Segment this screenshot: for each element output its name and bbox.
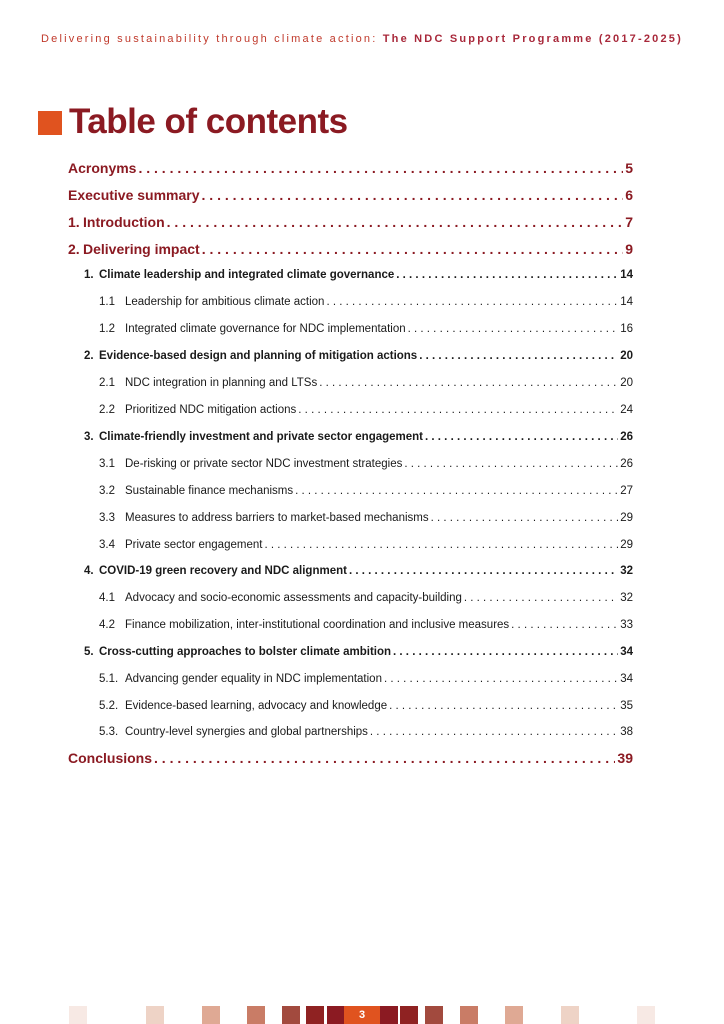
footer-square (247, 1006, 265, 1024)
dot-leader (298, 404, 618, 416)
toc-entry-page: 5 (625, 160, 633, 176)
toc-entry-page: 35 (620, 700, 633, 712)
toc-entry-page: 34 (620, 646, 633, 658)
toc-entry[interactable] (99, 458, 633, 470)
dot-leader (393, 646, 618, 658)
footer-square (282, 1006, 300, 1024)
toc-entry-title (68, 241, 200, 257)
footer-square (69, 1006, 87, 1024)
dot-leader (384, 673, 618, 685)
toc-entry-number: 2. (84, 350, 94, 362)
footer-square (425, 1006, 443, 1024)
toc-entry[interactable] (99, 619, 633, 631)
toc-entry-number: 5.3. (99, 726, 119, 738)
toc-entry-page: 20 (620, 350, 633, 362)
dot-leader (319, 377, 618, 389)
toc-entry-title (84, 646, 391, 658)
toc-entry-number: 5. (84, 646, 94, 658)
toc-entry[interactable] (68, 160, 633, 176)
toc-entry-title (84, 431, 423, 443)
footer-square (400, 1006, 418, 1024)
footer-square (505, 1006, 523, 1024)
toc-entry-title (99, 539, 262, 551)
toc-entry-number: 3.3 (99, 512, 115, 524)
title-square-icon (38, 111, 62, 135)
toc-entry-page: 39 (617, 750, 633, 766)
toc-entry[interactable] (84, 565, 633, 577)
toc-entry-page: 29 (620, 512, 633, 524)
dot-leader (349, 565, 618, 577)
toc-entry[interactable] (68, 187, 633, 203)
toc-entry-label: Delivering impact (83, 241, 200, 257)
toc-entry-title (68, 750, 152, 766)
dot-leader (167, 214, 624, 230)
toc-entry[interactable] (68, 750, 633, 766)
toc-entry-title (99, 485, 293, 497)
footer-square (561, 1006, 579, 1024)
toc-entry-page: 26 (620, 431, 633, 443)
running-header (0, 33, 724, 45)
toc-entry-title (84, 350, 417, 362)
toc-entry-label: Leadership for ambitious climate action (125, 296, 325, 308)
toc-entry-label: Integrated climate governance for NDC implementation (125, 323, 406, 335)
toc-entry-number: 2.1 (99, 377, 115, 389)
footer-square (146, 1006, 164, 1024)
toc-entry-label: Sustainable finance mechanisms (125, 485, 294, 497)
toc-entry-page: 16 (620, 323, 633, 335)
toc-entry-number: 4.1 (99, 592, 115, 604)
dot-leader (326, 296, 618, 308)
toc-entry-label: Evidence-based design and planning of mitigation actions (99, 350, 418, 362)
toc-entry-title (68, 187, 200, 203)
toc-entry-title (99, 512, 429, 524)
toc-entry-title (84, 269, 394, 281)
toc-entry-page: 7 (625, 214, 633, 230)
dot-leader (154, 750, 615, 766)
toc-entry-number: 3.2 (99, 485, 115, 497)
toc-entry[interactable] (84, 646, 633, 658)
toc-entry[interactable] (99, 726, 633, 738)
dot-leader (425, 431, 618, 443)
toc-entry-number: 1.1 (99, 296, 115, 308)
toc-entry-number: 1. (84, 269, 94, 281)
toc-entry-number: 4.2 (99, 619, 115, 631)
footer-square (637, 1006, 655, 1024)
dot-leader (408, 323, 619, 335)
toc-entry-label: Country-level synergies and global partnerships (125, 726, 368, 738)
toc-entry-label: Prioritized NDC mitigation actions (125, 404, 297, 416)
toc-entry-label: Acronyms (68, 160, 137, 176)
toc-entry-title (99, 296, 324, 308)
toc-entry-page: 26 (620, 458, 633, 470)
toc-entry-page: 29 (620, 539, 633, 551)
toc-entry-page: 9 (625, 241, 633, 257)
toc-entry[interactable] (99, 700, 633, 712)
page-number: 3 (344, 1006, 380, 1024)
toc-entry-label: Executive summary (68, 187, 200, 203)
dot-leader (396, 269, 618, 281)
toc-entry[interactable] (99, 673, 633, 685)
toc-entry-label: Advancing gender equality in NDC implementation (125, 673, 382, 685)
dot-leader (295, 485, 618, 497)
dot-leader (511, 619, 618, 631)
toc-entry-number: 3.4 (99, 539, 115, 551)
toc-entry-number: 5.2. (99, 700, 119, 712)
dot-leader (202, 241, 624, 257)
toc-entry-page: 20 (620, 377, 633, 389)
footer-square (380, 1006, 398, 1024)
toc-entry[interactable] (84, 269, 633, 281)
toc-entry-label: De-risking or private sector NDC investment strategies (125, 458, 403, 470)
toc-entry-title (99, 619, 509, 631)
toc-entry-label: Measures to address barriers to market-based mechanisms (125, 512, 429, 524)
dot-leader (138, 160, 623, 176)
page-title: Table of contents (69, 102, 348, 141)
title-block (38, 100, 348, 144)
toc-entry-label: Introduction (83, 214, 165, 230)
toc-entry-number: 4. (84, 565, 94, 577)
toc-entry-label: Climate leadership and integrated climate governance (99, 269, 395, 281)
toc-entry-label: Evidence-based learning, advocacy and knowledge (125, 700, 388, 712)
footer-square (306, 1006, 324, 1024)
toc-entry-title (68, 214, 165, 230)
toc-entry[interactable] (99, 512, 633, 524)
dot-leader (202, 187, 624, 203)
toc-entry-page: 6 (625, 187, 633, 203)
toc-entry-page: 27 (620, 485, 633, 497)
toc-entry[interactable] (68, 241, 633, 257)
toc-entry[interactable] (99, 377, 633, 389)
toc-entry-number: 1. (68, 214, 80, 230)
toc-entry-title (99, 323, 406, 335)
toc-entry-number: 3.1 (99, 458, 115, 470)
toc-entry-title (68, 160, 136, 176)
toc-entry-page: 14 (620, 269, 633, 281)
toc-entry-title (99, 377, 317, 389)
toc-entry[interactable] (99, 485, 633, 497)
dot-leader (389, 700, 618, 712)
toc-entry-title (84, 565, 347, 577)
toc-entry-label: Finance mobilization, inter-institutional coordination and inclusive measures (125, 619, 510, 631)
toc-entry-number: 1.2 (99, 323, 115, 335)
toc-entry-page: 32 (620, 592, 633, 604)
toc-entry-title (99, 726, 368, 738)
toc-entry-page: 24 (620, 404, 633, 416)
toc-entry-page: 33 (620, 619, 633, 631)
toc-entry[interactable] (99, 592, 633, 604)
toc-entry[interactable] (99, 404, 633, 416)
toc-entry-page: 32 (620, 565, 633, 577)
toc-entry[interactable] (68, 214, 633, 230)
dot-leader (264, 539, 618, 551)
toc-entry[interactable] (99, 296, 633, 308)
toc-entry-label: NDC integration in planning and LTSs (125, 377, 318, 389)
toc-entry-label: COVID-19 green recovery and NDC alignment (99, 565, 347, 577)
dot-leader (419, 350, 618, 362)
toc-entry[interactable] (84, 431, 633, 443)
toc-entry-number: 3. (84, 431, 94, 443)
dot-leader (431, 512, 619, 524)
toc-entry-label: Advocacy and socio-economic assessments and capacity-building (125, 592, 462, 604)
toc-entry-label: Climate-friendly investment and private sector engagement (99, 431, 424, 443)
toc-entry-page: 14 (620, 296, 633, 308)
toc-entry-title (99, 700, 387, 712)
footer-square (460, 1006, 478, 1024)
toc-entry-number: 5.1. (99, 673, 119, 685)
toc-entry-label: Conclusions (68, 750, 153, 766)
dot-leader (464, 592, 618, 604)
toc-entry-title (99, 458, 402, 470)
toc-entry[interactable] (99, 323, 633, 335)
toc-entry-page: 38 (620, 726, 633, 738)
toc-entry-label: Private sector engagement (125, 539, 263, 551)
running-header-left: Delivering sustainability through climate action: (41, 33, 383, 45)
toc-entry-number: 2. (68, 241, 80, 257)
toc-entry-number: 2.2 (99, 404, 115, 416)
toc-entry-title (99, 404, 296, 416)
footer-square (327, 1006, 345, 1024)
footer-square (202, 1006, 220, 1024)
dot-leader (404, 458, 618, 470)
toc-entry-title (99, 592, 462, 604)
toc-entry[interactable] (84, 350, 633, 362)
dot-leader (370, 726, 618, 738)
running-header-right: The NDC Support Programme (2017-2025) (382, 33, 683, 45)
toc-entry-title (99, 673, 382, 685)
toc-entry-label: Cross-cutting approaches to bolster climate ambition (99, 646, 392, 658)
toc-entry[interactable] (99, 539, 633, 551)
toc-entry-page: 34 (620, 673, 633, 685)
